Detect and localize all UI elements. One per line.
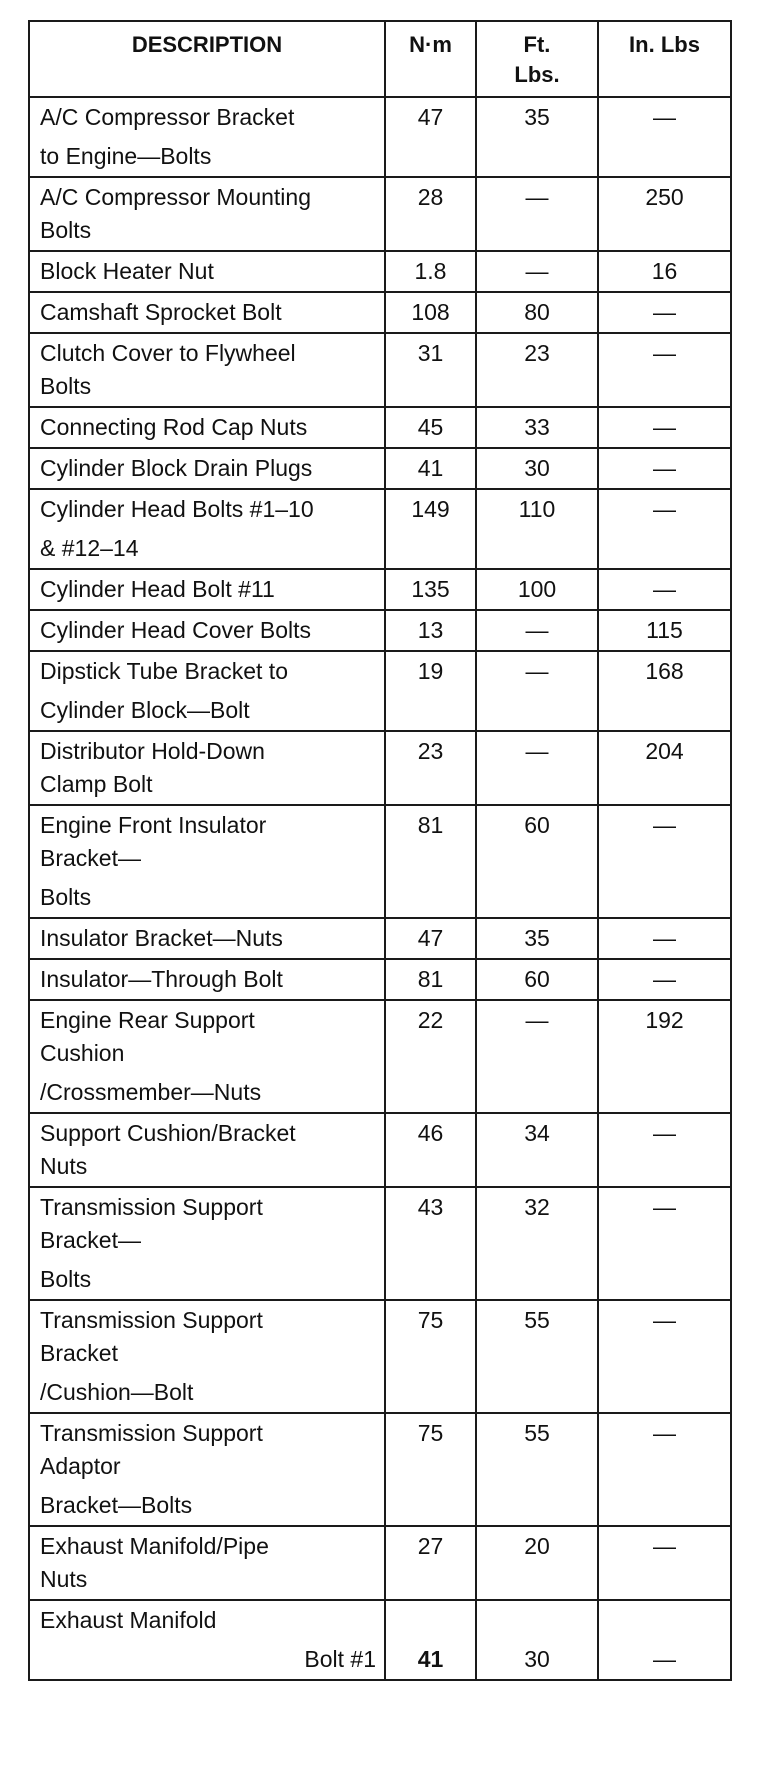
header-description: DESCRIPTION bbox=[29, 21, 385, 97]
cell-ft-lbs bbox=[476, 1000, 598, 1113]
cell-nm-value: 46 bbox=[417, 1120, 444, 1146]
cell-nm-value: 75 bbox=[417, 1307, 444, 1333]
description-line: Camshaft Sprocket Bolt bbox=[40, 299, 282, 325]
cell-in-lbs-value: — bbox=[653, 1646, 676, 1672]
table-row bbox=[29, 1600, 731, 1680]
description-line: Bolts bbox=[40, 884, 92, 910]
table-row bbox=[29, 569, 731, 610]
description-line: Insulator Bracket—Nuts bbox=[40, 925, 283, 951]
description-line: Cylinder Block—Bolt bbox=[40, 697, 250, 723]
cell-nm bbox=[385, 177, 476, 251]
cell-nm bbox=[385, 1300, 476, 1413]
cell-nm bbox=[385, 1113, 476, 1187]
cell-in-lbs bbox=[598, 805, 731, 918]
cell-ft-lbs bbox=[476, 1187, 598, 1300]
description-line: Bracket— bbox=[40, 845, 141, 871]
cell-ft-lbs bbox=[476, 333, 598, 407]
cell-description bbox=[29, 651, 385, 731]
description-line: Bolt #1 bbox=[304, 1646, 376, 1672]
cell-description bbox=[29, 251, 385, 292]
table-body bbox=[29, 97, 731, 1680]
cell-description bbox=[29, 177, 385, 251]
description-line: Engine Rear Support bbox=[40, 1007, 255, 1033]
cell-description bbox=[29, 1413, 385, 1526]
cell-ft-lbs-value: — bbox=[525, 184, 549, 210]
cell-in-lbs bbox=[598, 251, 731, 292]
cell-in-lbs bbox=[598, 1113, 731, 1187]
cell-description bbox=[29, 1113, 385, 1187]
table-row bbox=[29, 959, 731, 1000]
table-row bbox=[29, 1413, 731, 1526]
cell-nm-value: 22 bbox=[417, 1007, 444, 1033]
description-line: Support Cushion/Bracket bbox=[40, 1120, 296, 1146]
cell-ft-lbs bbox=[476, 651, 598, 731]
cell-nm-value: 41 bbox=[417, 1646, 444, 1672]
cell-ft-lbs-value: 55 bbox=[524, 1420, 550, 1446]
description-line: Cylinder Block Drain Plugs bbox=[40, 455, 313, 481]
cell-nm bbox=[385, 959, 476, 1000]
description-line: Nuts bbox=[40, 1566, 88, 1592]
description-line: Insulator—Through Bolt bbox=[40, 966, 283, 992]
cell-in-lbs-value: — bbox=[653, 1307, 676, 1333]
cell-nm bbox=[385, 1187, 476, 1300]
cell-in-lbs bbox=[598, 918, 731, 959]
cell-in-lbs-value: 250 bbox=[645, 184, 684, 210]
cell-in-lbs bbox=[598, 292, 731, 333]
cell-in-lbs-value: 204 bbox=[645, 738, 684, 764]
cell-nm bbox=[385, 407, 476, 448]
cell-ft-lbs bbox=[476, 805, 598, 918]
cell-in-lbs-value: — bbox=[653, 496, 676, 522]
description-line: Cylinder Head Bolts #1–10 bbox=[40, 496, 314, 522]
cell-description bbox=[29, 805, 385, 918]
cell-nm bbox=[385, 448, 476, 489]
cell-nm bbox=[385, 610, 476, 651]
table-row bbox=[29, 407, 731, 448]
description-line: Cylinder Head Cover Bolts bbox=[40, 617, 312, 643]
cell-ft-lbs-value: 35 bbox=[524, 104, 550, 130]
table-row bbox=[29, 805, 731, 918]
cell-in-lbs bbox=[598, 177, 731, 251]
cell-in-lbs bbox=[598, 651, 731, 731]
cell-description bbox=[29, 1300, 385, 1413]
description-line: Exhaust Manifold/Pipe bbox=[40, 1533, 269, 1559]
description-line: Cylinder Head Bolt #11 bbox=[40, 576, 275, 602]
cell-in-lbs-value: — bbox=[653, 1194, 676, 1220]
cell-description bbox=[29, 448, 385, 489]
cell-nm-value: 28 bbox=[417, 184, 444, 210]
cell-in-lbs-value: 16 bbox=[651, 258, 678, 284]
cell-ft-lbs bbox=[476, 448, 598, 489]
cell-nm-value: 81 bbox=[417, 812, 444, 838]
table-row bbox=[29, 1526, 731, 1600]
table-row bbox=[29, 918, 731, 959]
cell-ft-lbs-value: 60 bbox=[524, 966, 550, 992]
cell-in-lbs bbox=[598, 731, 731, 805]
cell-nm-value: 43 bbox=[417, 1194, 444, 1220]
description-line: Transmission Support bbox=[40, 1307, 263, 1333]
cell-nm bbox=[385, 651, 476, 731]
cell-ft-lbs bbox=[476, 1526, 598, 1600]
cell-description bbox=[29, 97, 385, 177]
cell-ft-lbs-value: — bbox=[525, 258, 549, 284]
description-line: Cushion bbox=[40, 1040, 125, 1066]
cell-ft-lbs-value: 100 bbox=[517, 576, 557, 602]
table-row bbox=[29, 251, 731, 292]
cell-ft-lbs-value: — bbox=[525, 658, 549, 684]
description-line: A/C Compressor Mounting bbox=[40, 184, 311, 210]
cell-ft-lbs-value: 35 bbox=[524, 925, 550, 951]
cell-description bbox=[29, 333, 385, 407]
cell-ft-lbs bbox=[476, 959, 598, 1000]
cell-nm-value: 135 bbox=[411, 576, 450, 602]
cell-description bbox=[29, 1000, 385, 1113]
cell-ft-lbs-value: 60 bbox=[524, 812, 550, 838]
table-header bbox=[29, 21, 731, 97]
cell-in-lbs-value: 115 bbox=[646, 617, 683, 643]
cell-description bbox=[29, 610, 385, 651]
cell-in-lbs-value: — bbox=[653, 104, 676, 130]
table-row bbox=[29, 448, 731, 489]
cell-description bbox=[29, 569, 385, 610]
description-line: Bracket—Bolts bbox=[40, 1492, 193, 1518]
cell-in-lbs-value: — bbox=[653, 340, 676, 366]
cell-ft-lbs-value: 20 bbox=[524, 1533, 550, 1559]
cell-in-lbs-value: — bbox=[653, 925, 676, 951]
cell-ft-lbs-value: 110 bbox=[518, 496, 556, 522]
cell-in-lbs bbox=[598, 1300, 731, 1413]
cell-in-lbs-value: — bbox=[653, 299, 676, 325]
cell-ft-lbs bbox=[476, 610, 598, 651]
cell-nm-value: 149 bbox=[411, 496, 450, 522]
cell-ft-lbs-value: 55 bbox=[524, 1307, 550, 1333]
header-ft-lbs-text: Ft. Lbs. bbox=[514, 32, 560, 87]
cell-in-lbs bbox=[598, 1413, 731, 1526]
header-row bbox=[29, 21, 731, 97]
cell-in-lbs-value: — bbox=[653, 1120, 676, 1146]
cell-in-lbs-value: 192 bbox=[645, 1007, 684, 1033]
description-line: Engine Front Insulator bbox=[40, 812, 267, 838]
table-row bbox=[29, 1113, 731, 1187]
cell-nm-value: 108 bbox=[411, 299, 450, 325]
table-row bbox=[29, 610, 731, 651]
cell-ft-lbs-value: 34 bbox=[524, 1120, 550, 1146]
cell-ft-lbs-value: — bbox=[525, 738, 549, 764]
cell-description bbox=[29, 489, 385, 569]
cell-nm bbox=[385, 805, 476, 918]
cell-ft-lbs bbox=[476, 292, 598, 333]
cell-nm-value: 47 bbox=[417, 104, 444, 130]
cell-in-lbs bbox=[598, 489, 731, 569]
cell-in-lbs bbox=[598, 333, 731, 407]
cell-ft-lbs-value: 33 bbox=[524, 414, 550, 440]
cell-nm bbox=[385, 489, 476, 569]
cell-ft-lbs bbox=[476, 731, 598, 805]
header-nm: N·m bbox=[385, 21, 476, 97]
cell-ft-lbs bbox=[476, 489, 598, 569]
cell-nm bbox=[385, 97, 476, 177]
cell-in-lbs bbox=[598, 569, 731, 610]
cell-nm bbox=[385, 333, 476, 407]
cell-nm-value: 41 bbox=[417, 455, 444, 481]
cell-in-lbs bbox=[598, 1187, 731, 1300]
cell-in-lbs-value: 168 bbox=[645, 658, 684, 684]
cell-nm-value: 23 bbox=[417, 738, 444, 764]
cell-nm-value: 81 bbox=[417, 966, 444, 992]
cell-in-lbs bbox=[598, 407, 731, 448]
cell-ft-lbs-value: 32 bbox=[524, 1194, 550, 1220]
cell-description bbox=[29, 1600, 385, 1680]
cell-description bbox=[29, 1187, 385, 1300]
cell-nm bbox=[385, 1526, 476, 1600]
description-line: Clutch Cover to Flywheel bbox=[40, 340, 296, 366]
description-line: Bolts bbox=[40, 1266, 92, 1292]
table-row bbox=[29, 1000, 731, 1113]
cell-in-lbs bbox=[598, 1600, 731, 1680]
cell-ft-lbs-value: — bbox=[525, 617, 549, 643]
cell-ft-lbs-value: 30 bbox=[524, 455, 550, 481]
description-line: A/C Compressor Bracket bbox=[40, 104, 295, 130]
header-in-lbs: In. Lbs bbox=[598, 21, 731, 97]
cell-nm-value: 47 bbox=[417, 925, 444, 951]
description-line: Clamp Bolt bbox=[40, 771, 153, 797]
cell-nm bbox=[385, 918, 476, 959]
cell-ft-lbs-value: 23 bbox=[524, 340, 550, 366]
cell-nm bbox=[385, 251, 476, 292]
description-line: Transmission Support bbox=[40, 1420, 263, 1446]
cell-nm-value: 31 bbox=[417, 340, 444, 366]
table-row bbox=[29, 292, 731, 333]
cell-ft-lbs bbox=[476, 177, 598, 251]
cell-in-lbs-value: — bbox=[653, 414, 676, 440]
cell-description bbox=[29, 292, 385, 333]
description-line: Adaptor bbox=[40, 1453, 121, 1479]
cell-description bbox=[29, 959, 385, 1000]
cell-nm bbox=[385, 731, 476, 805]
description-line: Exhaust Manifold bbox=[40, 1607, 217, 1633]
table-row bbox=[29, 97, 731, 177]
table-row bbox=[29, 333, 731, 407]
cell-description bbox=[29, 918, 385, 959]
description-line: Bolts bbox=[40, 373, 92, 399]
cell-nm-value: 13 bbox=[417, 617, 444, 643]
cell-in-lbs bbox=[598, 1526, 731, 1600]
description-line: & #12–14 bbox=[40, 535, 139, 561]
cell-ft-lbs bbox=[476, 251, 598, 292]
cell-nm-value: 75 bbox=[417, 1420, 444, 1446]
cell-ft-lbs bbox=[476, 407, 598, 448]
cell-in-lbs-value: — bbox=[653, 1533, 676, 1559]
cell-in-lbs bbox=[598, 97, 731, 177]
cell-ft-lbs bbox=[476, 1300, 598, 1413]
table-row bbox=[29, 1187, 731, 1300]
cell-ft-lbs bbox=[476, 569, 598, 610]
cell-description bbox=[29, 407, 385, 448]
cell-description bbox=[29, 731, 385, 805]
cell-in-lbs-value: — bbox=[653, 812, 676, 838]
description-line: to Engine—Bolts bbox=[40, 143, 212, 169]
table-row bbox=[29, 1300, 731, 1413]
cell-nm bbox=[385, 1600, 476, 1680]
cell-in-lbs-value: — bbox=[653, 576, 676, 602]
cell-ft-lbs bbox=[476, 97, 598, 177]
cell-nm bbox=[385, 292, 476, 333]
cell-ft-lbs-value: 30 bbox=[524, 1646, 550, 1672]
cell-nm-value: 1.8 bbox=[414, 258, 447, 284]
torque-spec-table bbox=[28, 20, 732, 1681]
table-row bbox=[29, 731, 731, 805]
cell-in-lbs bbox=[598, 1000, 731, 1113]
cell-ft-lbs bbox=[476, 1600, 598, 1680]
description-line: Block Heater Nut bbox=[40, 258, 214, 284]
cell-nm bbox=[385, 1413, 476, 1526]
description-line: Connecting Rod Cap Nuts bbox=[40, 414, 308, 440]
header-ft-lbs bbox=[476, 21, 598, 97]
cell-ft-lbs bbox=[476, 918, 598, 959]
cell-ft-lbs-value: — bbox=[525, 1007, 549, 1033]
cell-in-lbs-value: — bbox=[653, 455, 676, 481]
description-line: Dipstick Tube Bracket to bbox=[40, 658, 288, 684]
description-line: Nuts bbox=[40, 1153, 88, 1179]
cell-in-lbs-value: — bbox=[653, 1420, 676, 1446]
table-row bbox=[29, 489, 731, 569]
description-line: Bracket— bbox=[40, 1227, 141, 1253]
description-line: /Cushion—Bolt bbox=[40, 1379, 194, 1405]
cell-description bbox=[29, 1526, 385, 1600]
cell-in-lbs-value: — bbox=[653, 966, 676, 992]
description-line: Bolts bbox=[40, 217, 92, 243]
description-line: Transmission Support bbox=[40, 1194, 263, 1220]
cell-ft-lbs-value: 80 bbox=[524, 299, 550, 325]
cell-nm bbox=[385, 1000, 476, 1113]
cell-ft-lbs bbox=[476, 1113, 598, 1187]
cell-nm bbox=[385, 569, 476, 610]
cell-in-lbs bbox=[598, 448, 731, 489]
cell-ft-lbs bbox=[476, 1413, 598, 1526]
cell-in-lbs bbox=[598, 959, 731, 1000]
description-line: Bracket bbox=[40, 1340, 118, 1366]
table-row bbox=[29, 651, 731, 731]
description-line: Distributor Hold-Down bbox=[40, 738, 265, 764]
description-line: /Crossmember—Nuts bbox=[40, 1079, 262, 1105]
cell-in-lbs bbox=[598, 610, 731, 651]
cell-nm-value: 45 bbox=[417, 414, 444, 440]
table-row bbox=[29, 177, 731, 251]
cell-nm-value: 19 bbox=[417, 658, 444, 684]
cell-nm-value: 27 bbox=[417, 1533, 444, 1559]
